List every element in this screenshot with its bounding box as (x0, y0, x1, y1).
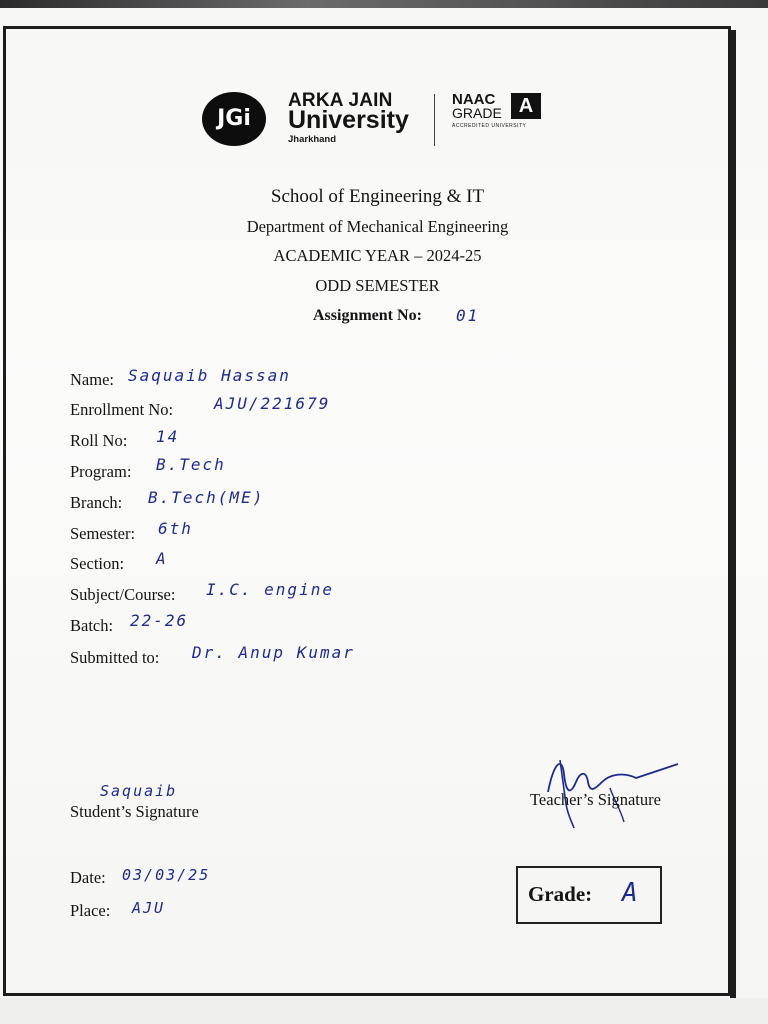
page-border-edge (730, 30, 736, 998)
semester-term: ODD SEMESTER (315, 276, 440, 295)
naac-grade-badge: A (511, 93, 541, 119)
subject-value: I.C. engine (206, 580, 334, 599)
naac-subtitle: ACCREDITED UNIVERSITY (452, 123, 527, 129)
university-name-line1: ARKA JAIN (288, 90, 393, 111)
submitted-to-label: Submitted to: (70, 648, 160, 667)
semester-label: Semester: (70, 524, 136, 543)
batch-value: 22-26 (130, 611, 189, 630)
enrollment-label: Enrollment No: (70, 400, 174, 419)
section-value: A (156, 549, 168, 568)
academic-year: ACADEMIC YEAR – 2024-25 (273, 246, 482, 265)
subject-label: Subject/Course: (70, 585, 176, 604)
batch-label: Batch: (70, 616, 114, 635)
semester-value: 6th (158, 519, 193, 538)
place-label: Place: (70, 901, 111, 920)
section-label: Section: (70, 554, 125, 573)
naac-label: NAAC (452, 91, 496, 108)
place-value: AJU (132, 899, 166, 917)
logo-divider (434, 94, 435, 146)
department-title: Department of Mechanical Engineering (246, 217, 509, 236)
roll-label: Roll No: (70, 431, 128, 450)
date-label: Date: (70, 868, 106, 887)
assignment-value: 01 (456, 306, 480, 325)
university-logo (202, 90, 552, 150)
submitted-to-value: Dr. Anup Kumar (192, 643, 355, 662)
student-signature: Saquaib (100, 782, 178, 800)
program-label: Program: (70, 462, 132, 481)
scan-bottom-edge (0, 998, 768, 1024)
school-title: School of Engineering & IT (270, 186, 485, 207)
name-value: Saquaib Hassan (128, 366, 291, 385)
grade-value: A (622, 878, 640, 908)
student-signature-label: Student’s Signature (70, 802, 199, 821)
grade-label: Grade: (528, 882, 593, 906)
branch-label: Branch: (70, 493, 123, 512)
program-value: B.Tech (156, 455, 226, 474)
branch-value: B.Tech(ME) (148, 488, 265, 507)
date-value: 03/03/25 (122, 866, 211, 884)
university-location: Jharkhand (288, 134, 337, 145)
enrollment-value: AJU/221679 (214, 394, 331, 413)
name-label: Name: (70, 370, 114, 389)
university-name-line2: University (288, 106, 409, 134)
jgi-logo-icon: JGi (202, 92, 266, 146)
roll-value: 14 (156, 427, 180, 446)
assignment-label: Assignment No: (313, 307, 422, 324)
teacher-signature-label: Teacher’s Signature (530, 790, 661, 809)
scan-shadow (0, 0, 768, 8)
naac-grade-label: GRADE (452, 105, 502, 121)
grade-box (516, 866, 662, 924)
